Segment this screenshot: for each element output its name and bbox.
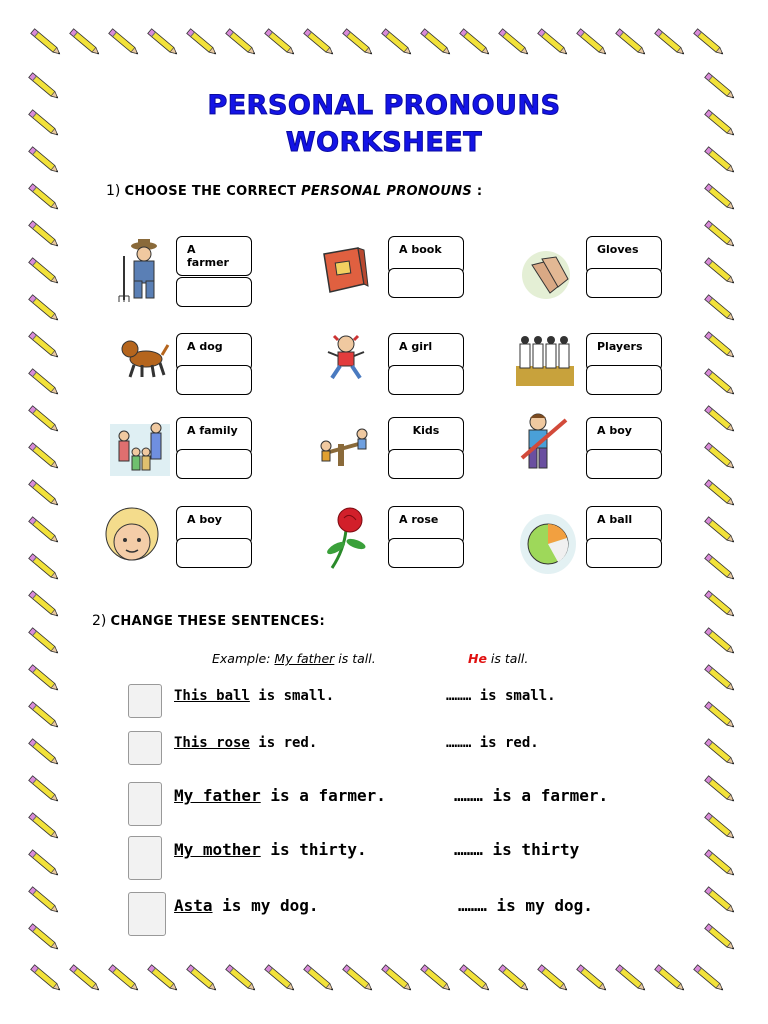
item-label: A boy xyxy=(187,513,222,526)
section1-colon: : xyxy=(472,184,483,199)
sentence-original xyxy=(174,786,386,805)
item-label: Players xyxy=(597,340,643,353)
section1-instruction xyxy=(106,183,482,199)
dog-icon xyxy=(128,892,166,936)
item-label: Gloves xyxy=(597,243,639,256)
answer-box[interactable] xyxy=(388,538,464,568)
sentence-rest: is a farmer. xyxy=(260,786,386,805)
section2-text: CHANGE THESE SENTENCES: xyxy=(110,614,325,629)
sentence-original xyxy=(174,840,367,859)
farmer-icon xyxy=(114,236,174,302)
answer-box[interactable] xyxy=(388,268,464,298)
ball-icon xyxy=(518,508,580,576)
sentence-rest: is my dog. xyxy=(212,896,319,915)
answer-box[interactable] xyxy=(586,538,662,568)
ball-icon xyxy=(128,684,162,718)
kids-icon xyxy=(318,424,370,470)
label-box xyxy=(176,236,252,276)
answer-box[interactable] xyxy=(586,449,662,479)
rose-icon xyxy=(128,731,162,765)
sentence-rest: is thirty. xyxy=(260,840,367,859)
example-subject: My father xyxy=(274,651,335,666)
sentence-original xyxy=(174,896,319,915)
dog-icon xyxy=(118,335,170,379)
item-label: A book xyxy=(399,243,442,256)
farmer-icon xyxy=(128,782,162,826)
sentence-answer[interactable]: ……… is small. xyxy=(446,688,556,704)
sentence-original xyxy=(174,688,334,704)
sentence-subject: This ball xyxy=(174,688,250,704)
item-label: A ball xyxy=(597,513,633,526)
page-title-line2: WORKSHEET xyxy=(285,127,483,158)
answer-box[interactable] xyxy=(176,365,252,395)
girl-icon xyxy=(326,334,366,382)
section1-number: 1) xyxy=(106,183,121,199)
sentence-subject: My mother xyxy=(174,840,261,859)
answer-box[interactable] xyxy=(586,268,662,298)
section1-emphasis: PERSONAL PRONOUNS xyxy=(301,184,473,199)
item-label: A girl xyxy=(399,340,433,353)
sentence-answer[interactable]: ……… is red. xyxy=(446,735,539,751)
family-icon xyxy=(110,414,170,476)
sentence-answer[interactable]: ……… is my dog. xyxy=(458,896,593,915)
item-label: A boy xyxy=(597,424,632,437)
mother-icon xyxy=(128,836,162,880)
answer-box[interactable] xyxy=(388,365,464,395)
example-rest: is tall. xyxy=(334,651,376,666)
sentence-rest: is small. xyxy=(249,688,335,704)
sentence-subject: Asta xyxy=(174,896,213,915)
sentence-original xyxy=(174,735,317,751)
page-title-line1: PERSONAL PRONOUNS xyxy=(207,90,561,121)
example-pronoun: He xyxy=(468,651,487,666)
item-label: Kids xyxy=(412,424,440,437)
players-icon xyxy=(516,330,574,386)
sentence-subject: This rose xyxy=(174,735,250,751)
item-label: A dog xyxy=(187,340,223,353)
book-icon xyxy=(318,244,370,296)
answer-box[interactable] xyxy=(586,365,662,395)
sentence-answer[interactable]: ……… is thirty xyxy=(454,840,580,859)
boy-icon xyxy=(516,410,572,472)
item-label: A farmer xyxy=(187,243,229,269)
section1-text: CHOOSE THE CORRECT xyxy=(124,184,302,199)
answer-box[interactable] xyxy=(388,449,464,479)
example-prefix: Example: xyxy=(212,651,275,666)
sentence-rest: is red. xyxy=(249,735,318,751)
answer-box[interactable] xyxy=(176,449,252,479)
example-sentence xyxy=(212,651,529,666)
answer-box[interactable] xyxy=(176,277,252,307)
sentence-answer[interactable]: ……… is a farmer. xyxy=(454,786,609,805)
item-label: A rose xyxy=(399,513,439,526)
sentence-subject: My father xyxy=(174,786,261,805)
example-answer xyxy=(468,651,528,666)
gloves-icon xyxy=(520,245,576,301)
example-answer-rest: is tall. xyxy=(486,651,529,666)
blonde-boy-icon xyxy=(100,506,164,570)
item-label: A family xyxy=(187,424,238,437)
section2-number: 2) xyxy=(92,613,107,629)
section2-instruction xyxy=(92,613,325,629)
answer-box[interactable] xyxy=(176,538,252,568)
rose-icon xyxy=(316,506,374,572)
